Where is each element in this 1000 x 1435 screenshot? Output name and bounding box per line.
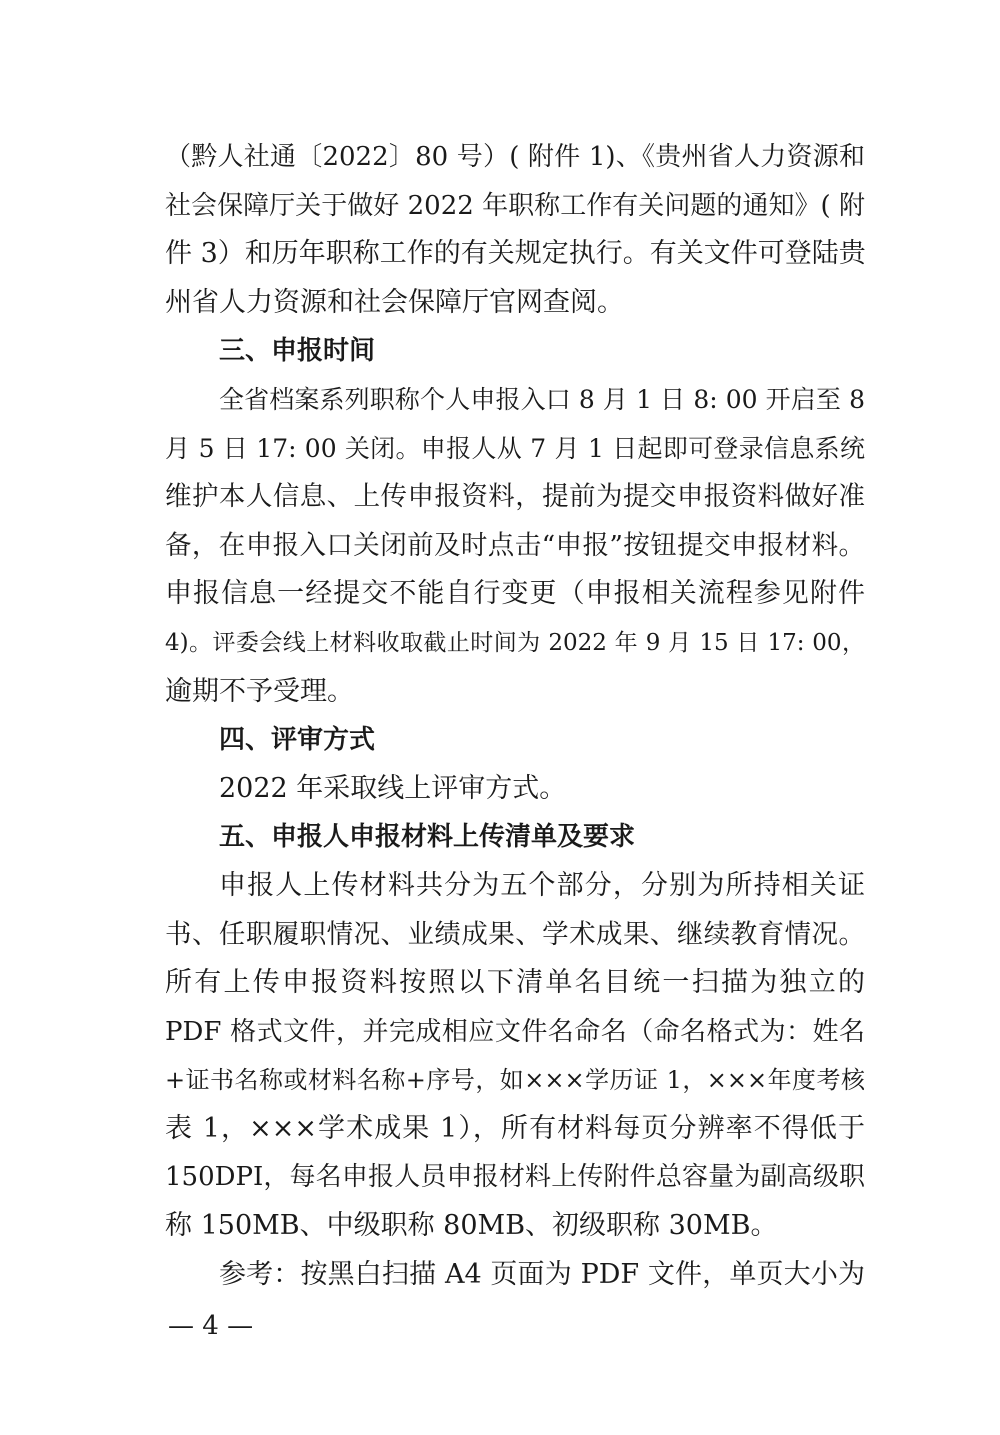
body-text-line: 申报人上传材料共分为五个部分，分别为所持相关证	[219, 869, 865, 901]
body-text-line: 备，在申报入口关闭前及时点击“申报”按钮提交申报材料。	[165, 529, 865, 561]
body-text-line: PDF 格式文件，并完成相应文件名命名（命名格式为：姓名	[165, 1016, 865, 1047]
body-text-line: +证书名称或材料名称+序号，如×××学历证 1，×××年度考核	[165, 1066, 865, 1095]
body-text-line: 州省人力资源和社会保障厅官网查阅。	[165, 286, 624, 318]
body-text-line: 表 1，×××学术成果 1），所有材料每页分辨率不得低于	[165, 1112, 865, 1144]
body-text-line: 参考：按黑白扫描 A4 页面为 PDF 文件，单页大小为	[219, 1258, 865, 1290]
body-text-line: 2022 年采取线上评审方式。	[219, 772, 567, 804]
body-text-line: 件 3）和历年职称工作的有关规定执行。有关文件可登陆贵	[165, 238, 866, 270]
body-text-line: 全省档案系列职称个人申报入口 8 月 1 日 8: 00 开启至 8	[219, 384, 865, 414]
body-text-line: 称 150MB、中级职称 80MB、初级职称 30MB。	[165, 1210, 778, 1242]
document-body	[165, 133, 865, 1299]
body-text-line: 月 5 日 17: 00 关闭。申报人从 7 月 1 日起即可登录信息系统	[165, 433, 865, 463]
body-text-line: 150DPI，每名申报人员申报材料上传附件总容量为副高级职	[165, 1162, 865, 1193]
section-heading-upload-requirements: 五、申报人申报材料上传清单及要求	[219, 822, 636, 853]
body-text-line: 所有上传申报资料按照以下清单名目统一扫描为独立的	[165, 967, 865, 999]
body-text-line: 社会保障厅关于做好 2022 年职称工作有关问题的通知》( 附	[165, 190, 865, 221]
body-text-line: 书、任职履职情况、业绩成果、学术成果、继续教育情况。	[165, 918, 865, 950]
body-text-line: （黔人社通〔2022〕80 号）( 附件 1)、《贵州省人力资源和	[165, 142, 865, 172]
section-heading-review-method: 四、评审方式	[219, 725, 376, 756]
page-number: — 4 —	[168, 1311, 254, 1341]
body-text-line: 维护本人信息、上传申报资料，提前为提交申报资料做好准	[165, 481, 865, 513]
body-text-line: 申报信息一经提交不能自行变更（申报相关流程参见附件	[165, 578, 865, 610]
section-heading-application-time: 三、申报时间	[219, 336, 376, 367]
body-text-line: 逾期不予受理。	[165, 675, 354, 707]
body-text-line: 4)。评委会线上材料收取截止时间为 2022 年 9 月 15 日 17: 00，	[165, 629, 865, 656]
